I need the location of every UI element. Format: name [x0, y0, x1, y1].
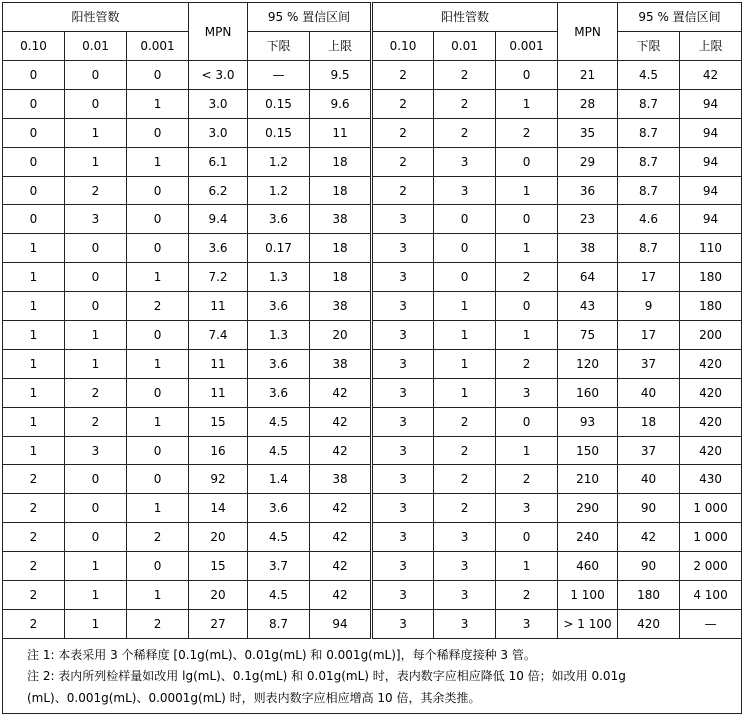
- dilution-0.10-value: 3: [372, 321, 434, 350]
- mpn-value: < 3.0: [189, 61, 248, 90]
- dilution-0.01-value: 1: [65, 349, 127, 378]
- mpn-value: 290: [558, 494, 618, 523]
- dilution-header: 0.10: [3, 32, 65, 61]
- table-row: [3, 292, 742, 321]
- dilution-0.001-value: 1: [496, 89, 558, 118]
- upper-limit-value: 18: [310, 234, 372, 263]
- lower-limit-value: 8.7: [618, 147, 680, 176]
- lower-limit-value: 37: [618, 436, 680, 465]
- dilution-0.10-value: 2: [3, 581, 65, 610]
- mpn-value: 7.2: [189, 263, 248, 292]
- dilution-0.01-value: 1: [65, 581, 127, 610]
- dilution-0.001-value: 0: [496, 523, 558, 552]
- positive-tubes-header: 阳性管数: [3, 3, 189, 32]
- lower-limit-value: 4.5: [248, 436, 310, 465]
- mpn-value: 6.1: [189, 147, 248, 176]
- table-row: [3, 263, 742, 292]
- dilution-0.10-value: 3: [372, 523, 434, 552]
- dilution-0.01-value: 3: [434, 523, 496, 552]
- dilution-0.001-value: 0: [496, 147, 558, 176]
- upper-limit-value: 42: [310, 494, 372, 523]
- dilution-0.10-value: 3: [372, 609, 434, 638]
- dilution-0.001-value: 0: [496, 407, 558, 436]
- dilution-0.001-value: 1: [496, 436, 558, 465]
- mpn-value: 43: [558, 292, 618, 321]
- dilution-0.10-value: 1: [3, 292, 65, 321]
- upper-limit-value: 9.5: [310, 61, 372, 90]
- dilution-0.001-value: 1: [127, 407, 189, 436]
- mpn-value: 64: [558, 263, 618, 292]
- note-1: 注 1: 本表采用 3 个稀释度 [0.1g(mL)、0.01g(mL) 和 0.001g(mL)]，每个稀释度接种 3 管。: [27, 647, 536, 662]
- dilution-0.01-value: 1: [65, 147, 127, 176]
- lower-limit-value: 8.7: [248, 609, 310, 638]
- mpn-value: 120: [558, 349, 618, 378]
- dilution-0.10-value: 1: [3, 378, 65, 407]
- mpn-value: 36: [558, 176, 618, 205]
- mpn-value: 150: [558, 436, 618, 465]
- dilution-0.01-value: 2: [65, 176, 127, 205]
- dilution-0.01-value: 0: [65, 494, 127, 523]
- dilution-0.10-value: 2: [372, 89, 434, 118]
- mpn-value: 6.2: [189, 176, 248, 205]
- dilution-0.01-value: 2: [434, 465, 496, 494]
- lower-limit-value: 17: [618, 321, 680, 350]
- upper-limit-value: 38: [310, 292, 372, 321]
- upper-limit-value: 20: [310, 321, 372, 350]
- dilution-0.10-value: 3: [372, 263, 434, 292]
- table-row: [3, 465, 742, 494]
- dilution-0.001-value: 0: [127, 176, 189, 205]
- dilution-0.01-value: 0: [65, 263, 127, 292]
- dilution-0.01-value: 2: [65, 407, 127, 436]
- lower-limit-value: 90: [618, 494, 680, 523]
- table-row: [3, 147, 742, 176]
- lower-limit-value: 4.6: [618, 205, 680, 234]
- lower-limit-value: 1.3: [248, 321, 310, 350]
- lower-limit-value: 9: [618, 292, 680, 321]
- dilution-0.001-value: 3: [496, 494, 558, 523]
- upper-limit-value: 420: [680, 407, 742, 436]
- dilution-0.01-value: 0: [434, 263, 496, 292]
- mpn-value: 16: [189, 436, 248, 465]
- dilution-0.10-value: 2: [3, 465, 65, 494]
- table-row: [3, 609, 742, 638]
- lower-limit-value: 1.2: [248, 147, 310, 176]
- upper-limit-header: 上限: [310, 32, 372, 61]
- dilution-0.01-value: 1: [434, 378, 496, 407]
- mpn-value: 11: [189, 349, 248, 378]
- lower-limit-value: 37: [618, 349, 680, 378]
- ci-header: 95 % 置信区间: [248, 3, 372, 32]
- mpn-value: 28: [558, 89, 618, 118]
- dilution-0.01-value: 0: [65, 523, 127, 552]
- dilution-0.10-value: 3: [372, 436, 434, 465]
- table-row: [3, 378, 742, 407]
- dilution-0.10-value: 3: [372, 292, 434, 321]
- lower-limit-header: 下限: [248, 32, 310, 61]
- lower-limit-value: 90: [618, 552, 680, 581]
- upper-limit-value: 430: [680, 465, 742, 494]
- dilution-0.01-value: 3: [65, 436, 127, 465]
- lower-limit-value: 3.6: [248, 349, 310, 378]
- lower-limit-value: 4.5: [248, 581, 310, 610]
- lower-limit-value: 0.17: [248, 234, 310, 263]
- table-row: [3, 436, 742, 465]
- dilution-0.01-value: 1: [434, 321, 496, 350]
- dilution-0.001-value: 0: [127, 118, 189, 147]
- dilution-0.01-value: 0: [65, 292, 127, 321]
- mpn-value: 160: [558, 378, 618, 407]
- lower-limit-value: 4.5: [248, 407, 310, 436]
- dilution-0.001-value: 1: [127, 494, 189, 523]
- mpn-value: 29: [558, 147, 618, 176]
- dilution-0.10-value: 2: [3, 523, 65, 552]
- dilution-0.10-value: 0: [3, 176, 65, 205]
- note-2-continued: (mL)、0.001g(mL)、0.0001g(mL) 时，则表内数字应相应增高 10 倍，其余类推。: [27, 690, 481, 705]
- ci-header: 95 % 置信区间: [618, 3, 742, 32]
- mpn-value: 15: [189, 552, 248, 581]
- dilution-0.001-value: 1: [127, 89, 189, 118]
- lower-limit-value: 1.3: [248, 263, 310, 292]
- upper-limit-value: 94: [680, 205, 742, 234]
- mpn-value: 35: [558, 118, 618, 147]
- table-row: [3, 552, 742, 581]
- dilution-0.001-value: 0: [127, 465, 189, 494]
- mpn-value: 23: [558, 205, 618, 234]
- dilution-0.001-value: 0: [127, 436, 189, 465]
- dilution-0.001-value: 1: [496, 234, 558, 263]
- upper-limit-value: 42: [310, 523, 372, 552]
- upper-limit-value: 18: [310, 147, 372, 176]
- mpn-header: MPN: [189, 3, 248, 61]
- dilution-0.01-value: 1: [65, 552, 127, 581]
- dilution-header: 0.10: [372, 32, 434, 61]
- lower-limit-value: 8.7: [618, 118, 680, 147]
- lower-limit-value: 8.7: [618, 234, 680, 263]
- mpn-value: 93: [558, 407, 618, 436]
- table-row: [3, 321, 742, 350]
- table-notes: [3, 638, 742, 714]
- notes-row: [3, 638, 742, 714]
- dilution-0.01-value: 3: [434, 609, 496, 638]
- dilution-0.01-value: 0: [65, 234, 127, 263]
- mpn-value: 3.0: [189, 118, 248, 147]
- dilution-0.10-value: 3: [372, 378, 434, 407]
- dilution-0.10-value: 2: [3, 552, 65, 581]
- table-row: [3, 118, 742, 147]
- mpn-value: 9.4: [189, 205, 248, 234]
- dilution-0.01-value: 2: [434, 89, 496, 118]
- upper-limit-value: 18: [310, 176, 372, 205]
- dilution-0.01-value: 2: [65, 378, 127, 407]
- dilution-0.01-value: 3: [434, 581, 496, 610]
- dilution-0.10-value: 0: [3, 118, 65, 147]
- upper-limit-value: 420: [680, 349, 742, 378]
- dilution-0.01-value: 3: [434, 147, 496, 176]
- lower-limit-value: 8.7: [618, 176, 680, 205]
- table-row: [3, 89, 742, 118]
- dilution-0.01-value: 2: [434, 407, 496, 436]
- dilution-0.01-value: 1: [65, 118, 127, 147]
- dilution-header: 0.001: [496, 32, 558, 61]
- dilution-0.10-value: 0: [3, 147, 65, 176]
- dilution-0.001-value: 2: [127, 609, 189, 638]
- dilution-0.10-value: 2: [3, 609, 65, 638]
- upper-limit-value: 42: [310, 378, 372, 407]
- dilution-0.10-value: 3: [372, 552, 434, 581]
- dilution-0.01-value: 3: [65, 205, 127, 234]
- dilution-0.001-value: 2: [127, 523, 189, 552]
- lower-limit-value: 8.7: [618, 89, 680, 118]
- dilution-0.01-value: 0: [434, 205, 496, 234]
- upper-limit-value: —: [680, 609, 742, 638]
- dilution-0.10-value: 1: [3, 234, 65, 263]
- dilution-0.01-value: 2: [434, 118, 496, 147]
- dilution-0.001-value: 0: [127, 321, 189, 350]
- dilution-0.10-value: 0: [3, 61, 65, 90]
- upper-limit-value: 180: [680, 292, 742, 321]
- dilution-0.01-value: 0: [65, 61, 127, 90]
- lower-limit-value: 3.6: [248, 494, 310, 523]
- upper-limit-value: 42: [310, 436, 372, 465]
- upper-limit-value: 38: [310, 205, 372, 234]
- lower-limit-value: 3.6: [248, 292, 310, 321]
- upper-limit-value: 180: [680, 263, 742, 292]
- mpn-value: 27: [189, 609, 248, 638]
- dilution-0.10-value: 3: [372, 349, 434, 378]
- mpn-value: 11: [189, 292, 248, 321]
- mpn-value: 21: [558, 61, 618, 90]
- table-row: [3, 205, 742, 234]
- mpn-value: 38: [558, 234, 618, 263]
- dilution-0.10-value: 1: [3, 407, 65, 436]
- lower-limit-value: 3.7: [248, 552, 310, 581]
- dilution-0.01-value: 1: [434, 349, 496, 378]
- dilution-0.001-value: 1: [496, 552, 558, 581]
- dilution-0.10-value: 2: [372, 118, 434, 147]
- dilution-0.10-value: 1: [3, 321, 65, 350]
- lower-limit-value: 420: [618, 609, 680, 638]
- lower-limit-value: 42: [618, 523, 680, 552]
- upper-limit-value: 42: [680, 61, 742, 90]
- dilution-0.001-value: 1: [127, 263, 189, 292]
- dilution-0.10-value: 1: [3, 263, 65, 292]
- upper-limit-value: 11: [310, 118, 372, 147]
- upper-limit-value: 9.6: [310, 89, 372, 118]
- dilution-0.001-value: 1: [496, 321, 558, 350]
- mpn-table-container: [2, 2, 741, 714]
- lower-limit-header: 下限: [618, 32, 680, 61]
- dilution-header: 0.001: [127, 32, 189, 61]
- dilution-0.001-value: 2: [127, 292, 189, 321]
- dilution-0.01-value: 0: [65, 465, 127, 494]
- lower-limit-value: 3.6: [248, 378, 310, 407]
- lower-limit-value: 180: [618, 581, 680, 610]
- dilution-0.001-value: 0: [127, 234, 189, 263]
- lower-limit-value: 4.5: [248, 523, 310, 552]
- dilution-0.10-value: 0: [3, 89, 65, 118]
- dilution-0.01-value: 1: [65, 609, 127, 638]
- mpn-header: MPN: [558, 3, 618, 61]
- table-row: [3, 176, 742, 205]
- dilution-0.01-value: 0: [434, 234, 496, 263]
- dilution-0.10-value: 3: [372, 407, 434, 436]
- table-row: [3, 349, 742, 378]
- dilution-0.001-value: 0: [127, 61, 189, 90]
- mpn-value: 20: [189, 523, 248, 552]
- dilution-header: 0.01: [434, 32, 496, 61]
- positive-tubes-header: 阳性管数: [372, 3, 558, 32]
- dilution-0.001-value: 3: [496, 609, 558, 638]
- dilution-0.10-value: 3: [372, 465, 434, 494]
- lower-limit-value: —: [248, 61, 310, 90]
- dilution-0.01-value: 1: [434, 292, 496, 321]
- dilution-0.10-value: 0: [3, 205, 65, 234]
- lower-limit-value: 0.15: [248, 118, 310, 147]
- lower-limit-value: 3.6: [248, 205, 310, 234]
- table-row: [3, 523, 742, 552]
- dilution-header: 0.01: [65, 32, 127, 61]
- lower-limit-value: 0.15: [248, 89, 310, 118]
- upper-limit-value: 200: [680, 321, 742, 350]
- upper-limit-value: 38: [310, 349, 372, 378]
- note-2: 注 2: 表内所列检样量如改用 lg(mL)、0.1g(mL) 和 0.01g(mL) 时，表内数字应相应降低 10 倍；如改用 0.01g: [27, 669, 626, 684]
- mpn-value: 75: [558, 321, 618, 350]
- header-row-2: [3, 32, 742, 61]
- dilution-0.10-value: 2: [3, 494, 65, 523]
- mpn-value: 240: [558, 523, 618, 552]
- dilution-0.001-value: 0: [127, 205, 189, 234]
- mpn-value: 3.0: [189, 89, 248, 118]
- mpn-value: > 1 100: [558, 609, 618, 638]
- dilution-0.01-value: 2: [434, 61, 496, 90]
- dilution-0.01-value: 3: [434, 552, 496, 581]
- upper-limit-value: 42: [310, 407, 372, 436]
- dilution-0.10-value: 3: [372, 581, 434, 610]
- dilution-0.01-value: 2: [434, 494, 496, 523]
- mpn-value: 3.6: [189, 234, 248, 263]
- upper-limit-value: 1 000: [680, 494, 742, 523]
- dilution-0.001-value: 0: [496, 292, 558, 321]
- mpn-value: 460: [558, 552, 618, 581]
- mpn-value: 14: [189, 494, 248, 523]
- mpn-value: 92: [189, 465, 248, 494]
- mpn-table: [2, 2, 742, 714]
- lower-limit-value: 40: [618, 465, 680, 494]
- mpn-value: 15: [189, 407, 248, 436]
- dilution-0.10-value: 2: [372, 61, 434, 90]
- dilution-0.10-value: 3: [372, 234, 434, 263]
- dilution-0.10-value: 3: [372, 205, 434, 234]
- upper-limit-value: 18: [310, 263, 372, 292]
- lower-limit-value: 4.5: [618, 61, 680, 90]
- upper-limit-value: 110: [680, 234, 742, 263]
- lower-limit-value: 18: [618, 407, 680, 436]
- mpn-value: 20: [189, 581, 248, 610]
- table-row: [3, 494, 742, 523]
- dilution-0.001-value: 1: [127, 349, 189, 378]
- upper-limit-value: 2 000: [680, 552, 742, 581]
- lower-limit-value: 1.4: [248, 465, 310, 494]
- upper-limit-value: 94: [680, 147, 742, 176]
- upper-limit-value: 420: [680, 436, 742, 465]
- upper-limit-value: 38: [310, 465, 372, 494]
- mpn-value: 1 100: [558, 581, 618, 610]
- upper-limit-value: 42: [310, 552, 372, 581]
- upper-limit-value: 94: [680, 176, 742, 205]
- dilution-0.10-value: 2: [372, 147, 434, 176]
- dilution-0.10-value: 1: [3, 349, 65, 378]
- dilution-0.001-value: 2: [496, 349, 558, 378]
- dilution-0.01-value: 3: [434, 176, 496, 205]
- dilution-0.01-value: 2: [434, 436, 496, 465]
- table-row: [3, 61, 742, 90]
- dilution-0.001-value: 3: [496, 378, 558, 407]
- dilution-0.001-value: 1: [127, 581, 189, 610]
- dilution-0.001-value: 2: [496, 263, 558, 292]
- dilution-0.001-value: 2: [496, 118, 558, 147]
- table-row: [3, 234, 742, 263]
- dilution-0.001-value: 0: [127, 378, 189, 407]
- lower-limit-value: 17: [618, 263, 680, 292]
- dilution-0.001-value: 1: [496, 176, 558, 205]
- dilution-0.10-value: 1: [3, 436, 65, 465]
- upper-limit-header: 上限: [680, 32, 742, 61]
- lower-limit-value: 1.2: [248, 176, 310, 205]
- dilution-0.01-value: 1: [65, 321, 127, 350]
- dilution-0.001-value: 0: [496, 61, 558, 90]
- dilution-0.001-value: 0: [127, 552, 189, 581]
- mpn-value: 11: [189, 378, 248, 407]
- mpn-value: 7.4: [189, 321, 248, 350]
- lower-limit-value: 40: [618, 378, 680, 407]
- upper-limit-value: 94: [680, 89, 742, 118]
- upper-limit-value: 4 100: [680, 581, 742, 610]
- table-row: [3, 581, 742, 610]
- upper-limit-value: 94: [310, 609, 372, 638]
- table-row: [3, 407, 742, 436]
- dilution-0.01-value: 0: [65, 89, 127, 118]
- upper-limit-value: 42: [310, 581, 372, 610]
- dilution-0.001-value: 2: [496, 465, 558, 494]
- dilution-0.10-value: 2: [372, 176, 434, 205]
- dilution-0.10-value: 3: [372, 494, 434, 523]
- dilution-0.001-value: 0: [496, 205, 558, 234]
- dilution-0.001-value: 2: [496, 581, 558, 610]
- header-row-1: [3, 3, 742, 32]
- upper-limit-value: 94: [680, 118, 742, 147]
- dilution-0.001-value: 1: [127, 147, 189, 176]
- upper-limit-value: 420: [680, 378, 742, 407]
- upper-limit-value: 1 000: [680, 523, 742, 552]
- mpn-value: 210: [558, 465, 618, 494]
